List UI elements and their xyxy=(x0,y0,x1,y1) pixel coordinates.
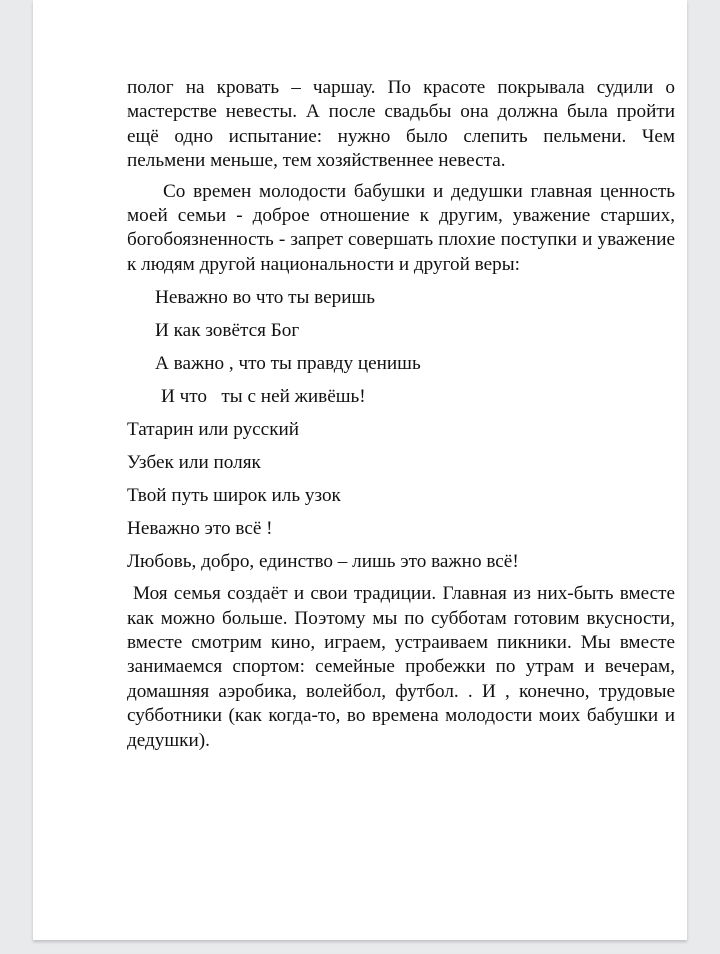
poem-line: Любовь, добро, единство – лишь это важно всё! xyxy=(127,551,519,573)
paragraph-2: Со времен молодости бабушки и дедушки главная ценность моей семьи - доброе отношение к другим, уважение старших, богобоязненность - запрет совершать плохие поступки и уважение к людям другой национальности и другой веры: xyxy=(127,180,675,275)
poem-line: Твой путь широк иль узок xyxy=(127,485,341,507)
page-content xyxy=(127,76,675,753)
poem-line: И как зовётся Бог xyxy=(155,320,300,342)
poem-line: А важно , что ты правду ценишь xyxy=(155,353,421,375)
poem-line: Татарин или русский xyxy=(127,419,300,441)
poem xyxy=(127,281,675,578)
poem-line: Неважно это всё ! xyxy=(127,518,273,540)
paragraph-1: полог на кровать – чаршау. По красоте покрывала судили о мастерстве невесты. А после свадьбы она должна была пройти ещё одно испытание: нужно было слепить пельмени. Чем пельмени меньше, тем хозяйственнее невеста. xyxy=(127,77,675,172)
document-page xyxy=(33,0,687,940)
paragraph-3: Моя семья создаёт и свои традиции. Главная из них-быть вместе как можно больше. Поэтому мы по субботам готовим вкусности, вместе смотрим кино, играем, устраиваем пикники. Мы вместе занимаемся спортом: семейные пробежки по утрам и вечерам, домашняя аэробика, волейбол, футбол. . И , конечно, трудовые субботники (как когда-то, во времена молодости моих бабушки и дедушки). xyxy=(127,583,675,751)
poem-line: Неважно во что ты веришь xyxy=(155,287,376,309)
poem-line: Узбек или поляк xyxy=(127,452,261,474)
poem-line: И что ты с ней живёшь! xyxy=(161,386,366,408)
